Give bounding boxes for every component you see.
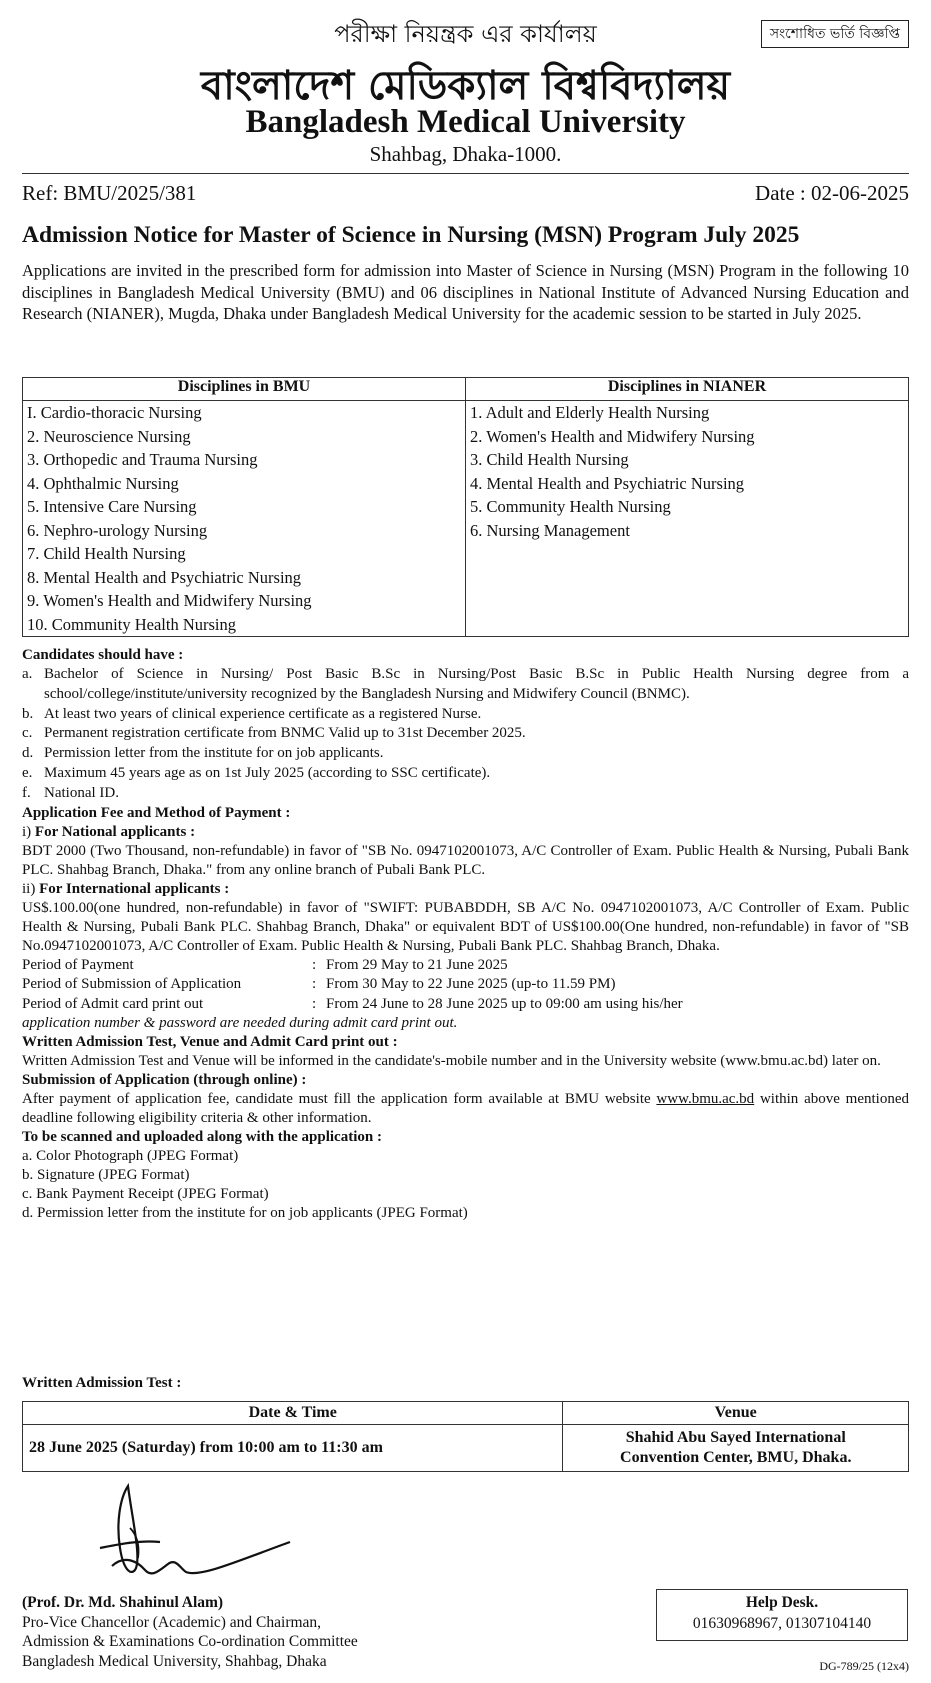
help-desk-numbers: 01630968967, 01307104140 [692, 1615, 872, 1632]
nianer-disciplines-header: Disciplines in NIANER [466, 378, 909, 401]
list-item: a. Color Photograph (JPEG Format) [22, 1148, 239, 1165]
list-item: 4. Ophthalmic Nursing [27, 473, 179, 493]
list-item: d. Permission letter from the institute for on job applicants. [22, 745, 384, 762]
period-payment: Period of Payment : From 29 May to 21 June 2025 [22, 956, 508, 973]
signatory-committee: Admission & Examinations Co-ordination Committee [22, 1633, 358, 1650]
period-admit-card: Period of Admit card print out : From 24 June to 28 June 2025 up to 09:00 am using his/her [22, 995, 683, 1012]
list-item: 2. Women's Health and Midwifery Nursing [470, 426, 755, 446]
list-item: 7. Child Health Nursing [27, 544, 186, 563]
test-date-value: 28 June 2025 (Saturday) from 10:00 am to 11:30 am [23, 1425, 563, 1472]
header-divider [22, 173, 909, 174]
list-item: 6. Nephro-urology Nursing [27, 520, 208, 540]
reference-number: Ref: BMU/2025/381 [22, 181, 197, 205]
notice-title: Admission Notice for Master of Science in Nursing (MSN) Program July 2025 [22, 222, 800, 248]
list-item: 4. Mental Health and Psychiatric Nursing [470, 473, 745, 493]
list-item: 5. Community Health Nursing [470, 497, 671, 516]
period-submission: Period of Submission of Application : From 30 May to 22 June 2025 (up-to 11.59 PM) [22, 976, 616, 993]
national-applicants-label: i) For National applicants : [22, 823, 196, 840]
signatory-block [22, 1593, 358, 1671]
list-item: 6. Nursing Management [470, 520, 630, 540]
list-item: 1. Adult and Elderly Health Nursing [470, 403, 710, 422]
list-item: d. Permission letter from the institute for on job applicants (JPEG Format) [22, 1205, 468, 1222]
list-item: 2. Neuroscience Nursing [27, 426, 191, 446]
list-item: 10. Community Health Nursing [27, 614, 236, 634]
list-item: 3. Orthopedic and Trauma Nursing [27, 450, 258, 469]
university-address: Shahbag, Dhaka-1000. [369, 142, 562, 166]
university-name-en: Bangladesh Medical University [245, 104, 686, 140]
notice-body [22, 646, 909, 1223]
nianer-disciplines-list [466, 401, 909, 637]
bmu-disciplines-header: Disciplines in BMU [23, 378, 466, 401]
list-item: e. Maximum 45 years age as on 1st July 2025 (according to SSC certificate). [22, 764, 491, 781]
fee-heading: Application Fee and Method of Payment : [22, 804, 291, 821]
list-item: 3. Child Health Nursing [470, 450, 629, 469]
list-item: c. Bank Payment Receipt (JPEG Format) [22, 1186, 269, 1203]
written-test-info-heading: Written Admission Test, Venue and Admit Card print out : [22, 1034, 398, 1051]
national-fee-text: BDT 2000 (Two Thousand, non-refundable) in favor of "SB No. 0947102001073, A/C Controller of Exam. Public Health & Nursing, Pubali Bank PLC. Shahbag Branch, Dhaka." from any online branch of Pubali Bank PLC. [22, 842, 909, 878]
list-item: I. Cardio-thoracic Nursing [27, 403, 202, 422]
notice-intro: Applications are invited in the prescribed form for admission into Master of Science in Nursing (MSN) Program in the following 10 disciplines in Bangladesh Medical University (BMU) and 06 disciplines in National Institute of Advanced Nursing Education and Research (NIANER), Mugda, Dhaka under Bangladesh Medical University for the academic session to be started in July 2025. [22, 261, 909, 323]
list-item: 8. Mental Health and Psychiatric Nursing [27, 567, 302, 587]
list-item: 9. Women's Health and Midwifery Nursing [27, 591, 312, 610]
submission-text: After payment of application fee, candidate must fill the application form available at BMU website www.bmu.ac.bd within above mentioned deadline following eligibility criteria & other information. [22, 1091, 909, 1127]
written-test-table [22, 1401, 909, 1472]
list-item: b. Signature (JPEG Format) [22, 1167, 190, 1184]
test-venue-value: Shahid Abu Sayed International Convention Center, BMU, Dhaka. [563, 1425, 909, 1472]
written-test-heading: Written Admission Test : [22, 1375, 182, 1391]
list-item: c. Permanent registration certificate from BNMC Valid up to 31st December 2025. [22, 725, 526, 742]
signatory-name: (Prof. Dr. Md. Shahinul Alam) [22, 1594, 224, 1611]
list-item: 5. Intensive Care Nursing [27, 497, 197, 516]
help-desk-box [656, 1589, 908, 1641]
uploads-heading: To be scanned and uploaded along with the application : [22, 1129, 382, 1146]
notice-date: Date : 02-06-2025 [755, 181, 909, 205]
help-desk-title: Help Desk. [745, 1594, 819, 1611]
admit-card-note: application number & password are needed during admit card print out. [22, 1015, 458, 1032]
revised-notice-tag: সংশোধিত ভর্তি বিজ্ঞপ্তি [761, 20, 909, 48]
international-applicants-label: ii) For International applicants : [22, 880, 230, 897]
signatory-title: Pro-Vice Chancellor (Academic) and Chairman, [22, 1613, 322, 1631]
venue-header: Venue [563, 1402, 909, 1425]
bmu-disciplines-list [23, 401, 466, 637]
disciplines-table [22, 377, 909, 637]
bmu-website-link[interactable]: www.bmu.ac.bd [656, 1091, 755, 1108]
university-name-bn: বাংলাদেশ মেডিক্যাল বিশ্ববিদ্যালয় [200, 63, 731, 109]
list-item: b. At least two years of clinical experience certificate as a registered Nurse. [22, 705, 482, 722]
document-code: DG-789/25 (12x4) [819, 1659, 909, 1673]
candidates-heading: Candidates should have : [22, 647, 184, 663]
date-time-header: Date & Time [23, 1402, 563, 1425]
submission-heading: Submission of Application (through online) : [22, 1072, 307, 1089]
signatory-institution: Bangladesh Medical University, Shahbag, Dhaka [22, 1652, 327, 1670]
list-item: f. National ID. [22, 784, 119, 801]
list-item: a. Bachelor of Science in Nursing/ Post Basic B.Sc in Nursing/Post Basic B.Sc in Public Health Nursing degree from a school/college/institute/university recognized by the Bangladesh Nursing and Midwifery Council (BNMC). [22, 666, 909, 702]
office-title-bn: পরীক্ষা নিয়ন্ত্রক এর কার্যালয় [334, 20, 597, 48]
international-fee-text: US$.100.00(one hundred, non-refundable) in favor of "SWIFT: PUBABDDH, SB A/C No. 0947102001073, A/C Controller of Exam. Public Health & Nursing, Pubali Bank PLC. Shahbag Branch, Dhaka" or equivalent BDT of US$100.00(One hundred, non-refundable) in favor of "SB No.0947102001073, A/C Controller of Exam. Public Health & Nursing, Pubali Bank PLC. Shahbag Branch, Dhaka. [22, 899, 909, 954]
written-test-info-text: Written Admission Test and Venue will be informed in the candidate's-mobile number and in the University website (www.bmu.ac.bd) later on. [22, 1053, 881, 1070]
signature-image [90, 1478, 310, 1598]
